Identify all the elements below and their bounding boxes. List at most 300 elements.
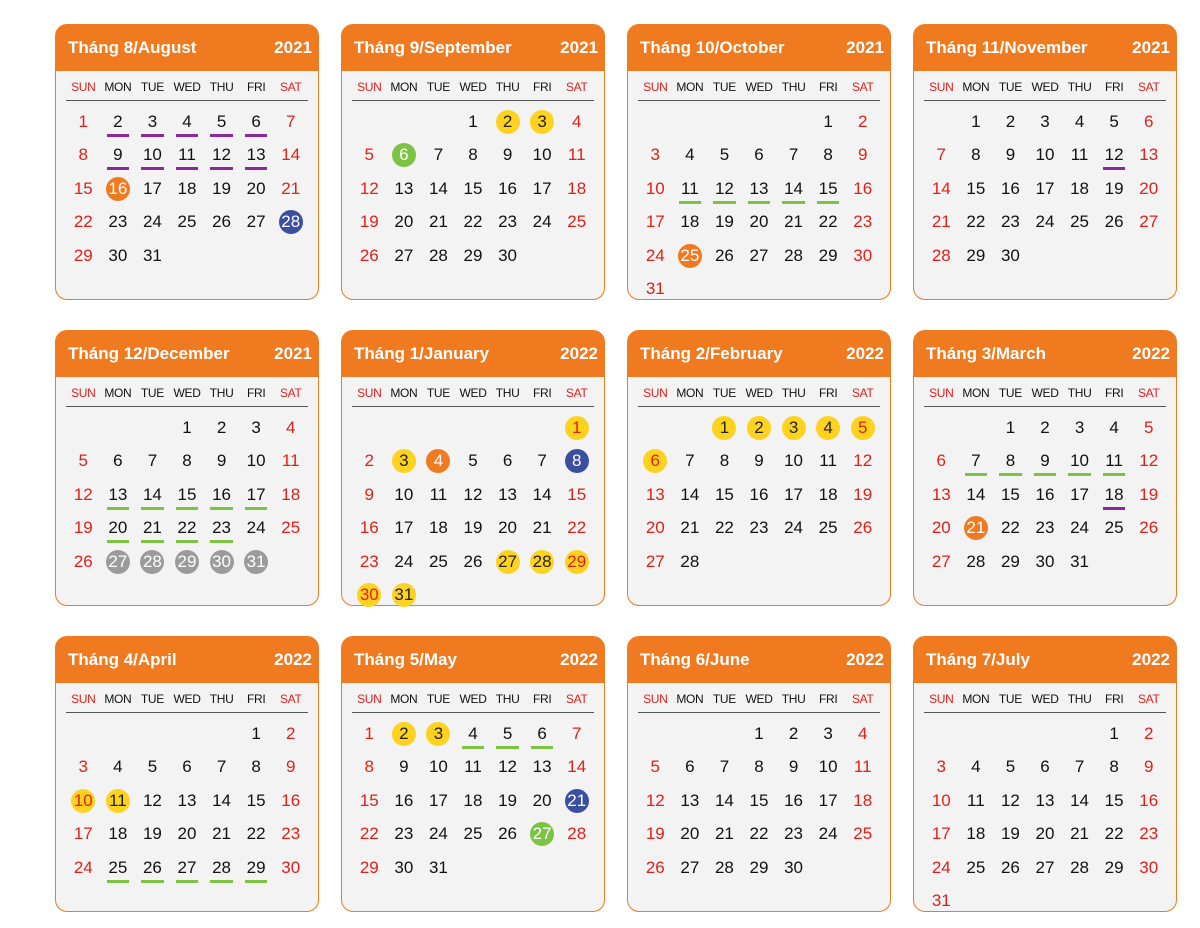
- day-number: 8: [565, 449, 589, 473]
- day-number: 21: [212, 824, 232, 844]
- day-number: 14: [714, 790, 734, 810]
- day-number: 9: [857, 145, 868, 165]
- day-cell: [1028, 172, 1063, 206]
- day-number: 1: [1005, 417, 1016, 437]
- day-number: 16: [359, 518, 379, 538]
- day-number: 11: [967, 790, 985, 810]
- day-cell: [776, 784, 811, 818]
- day-cell: [421, 445, 456, 479]
- weekday-row: [638, 386, 880, 407]
- day-number: 4: [1074, 111, 1085, 131]
- day-cell: [959, 172, 994, 206]
- day-cell: [239, 512, 274, 546]
- day-cell: [239, 206, 274, 240]
- day-number: 23: [749, 518, 769, 538]
- day-number: 4: [1109, 417, 1119, 437]
- day-number: 18: [567, 178, 587, 198]
- day-number: 13: [749, 178, 769, 198]
- day-number: 15: [818, 178, 838, 198]
- weekday-label: FRI: [246, 80, 266, 94]
- day-cell: [1097, 512, 1132, 546]
- day-number: 9: [502, 145, 513, 165]
- day-cell: [490, 478, 525, 512]
- day-cell: [1131, 478, 1166, 512]
- day-cell: [638, 172, 673, 206]
- day-number: 9: [216, 451, 227, 471]
- month-year: 2022: [846, 650, 884, 669]
- day-cell: [993, 411, 1028, 445]
- day-cell: [776, 751, 811, 785]
- day-cell: [135, 512, 170, 546]
- day-number: 20: [498, 518, 518, 538]
- day-cell: [924, 239, 959, 273]
- day-number: 9: [788, 757, 799, 777]
- day-cell: [387, 172, 422, 206]
- empty-cell: [638, 411, 673, 445]
- day-number: 23: [281, 824, 301, 844]
- day-cell: [924, 478, 959, 512]
- weekday-label: SUN: [929, 80, 954, 94]
- day-cell: [352, 239, 387, 273]
- empty-cell: [421, 105, 456, 139]
- day-number: 25: [818, 518, 838, 538]
- weekday-label: MON: [390, 692, 418, 706]
- day-cell: [1028, 105, 1063, 139]
- day-cell: [273, 818, 308, 852]
- day-number: 20: [1035, 824, 1055, 844]
- day-cell: [273, 751, 308, 785]
- day-number: 10: [1035, 145, 1055, 165]
- day-number: 28: [784, 245, 804, 265]
- day-number: 18: [428, 518, 448, 538]
- day-number: 23: [108, 212, 128, 232]
- day-cell: [1097, 411, 1132, 445]
- weekday-label: WED: [745, 80, 773, 94]
- month-title: Tháng 3/March: [926, 344, 1046, 363]
- day-cell: [1028, 851, 1063, 885]
- day-cell: [707, 206, 742, 240]
- day-number: 20: [931, 518, 951, 538]
- day-cell: [776, 512, 811, 546]
- day-cell: [1028, 751, 1063, 785]
- empty-cell: [1028, 717, 1063, 751]
- day-cell: [924, 445, 959, 479]
- day-number: 19: [1139, 484, 1159, 504]
- day-number: 2: [1040, 417, 1050, 437]
- day-cell: [845, 751, 880, 785]
- day-number: 11: [106, 789, 130, 813]
- day-cell: [101, 851, 136, 885]
- day-number: 26: [645, 857, 665, 877]
- day-cell: [352, 478, 387, 512]
- day-number: 28: [140, 550, 164, 574]
- day-cell: [1028, 818, 1063, 852]
- day-cell: [707, 478, 742, 512]
- day-cell: [101, 105, 136, 139]
- day-cell: [959, 784, 994, 818]
- day-cell: [135, 751, 170, 785]
- weekday-label: SUN: [357, 692, 382, 706]
- day-number: 23: [784, 824, 804, 844]
- empty-cell: [490, 411, 525, 445]
- day-cell: [273, 172, 308, 206]
- day-cell: [1028, 139, 1063, 173]
- empty-cell: [776, 105, 811, 139]
- day-cell: [776, 206, 811, 240]
- weekday-label: WED: [1031, 80, 1059, 94]
- day-cell: [742, 851, 777, 885]
- day-cell: [239, 751, 274, 785]
- weekday-label: FRI: [1104, 386, 1124, 400]
- day-cell: [239, 445, 274, 479]
- weekday-label: THU: [1067, 386, 1092, 400]
- weekday-label: MON: [962, 80, 990, 94]
- day-cell: [273, 411, 308, 445]
- day-cell: [993, 445, 1028, 479]
- day-cell: [959, 105, 994, 139]
- day-number: 13: [680, 790, 700, 810]
- day-cell: [204, 818, 239, 852]
- empty-cell: [707, 105, 742, 139]
- days-grid: [352, 411, 594, 612]
- day-cell: [170, 478, 205, 512]
- day-cell: [673, 512, 708, 546]
- day-number: 2: [747, 416, 771, 440]
- day-number: 13: [108, 484, 128, 504]
- day-number: 14: [784, 178, 804, 198]
- day-cell: [959, 478, 994, 512]
- empty-cell: [352, 411, 387, 445]
- day-number: 7: [971, 451, 981, 471]
- month-header: [628, 331, 890, 377]
- day-number: 30: [853, 245, 873, 265]
- day-number: 21: [964, 516, 988, 540]
- day-cell: [1097, 139, 1132, 173]
- day-cell: [352, 172, 387, 206]
- day-cell: [170, 751, 205, 785]
- day-number: 12: [212, 145, 232, 165]
- day-number: 14: [966, 484, 986, 504]
- weekday-label: TUE: [140, 80, 164, 94]
- weekday-label: SUN: [929, 692, 954, 706]
- day-cell: [776, 411, 811, 445]
- day-cell: [638, 851, 673, 885]
- day-cell: [959, 512, 994, 546]
- day-cell: [387, 478, 422, 512]
- day-number: 21: [565, 789, 589, 813]
- day-number: 29: [463, 245, 483, 265]
- day-number: 12: [142, 790, 162, 810]
- day-cell: [993, 478, 1028, 512]
- day-number: 21: [428, 212, 448, 232]
- day-cell: [638, 751, 673, 785]
- empty-cell: [387, 105, 422, 139]
- day-cell: [101, 545, 136, 579]
- day-cell: [170, 512, 205, 546]
- day-number: 16: [749, 484, 769, 504]
- day-number: 24: [428, 824, 448, 844]
- weekday-label: MON: [676, 692, 704, 706]
- day-number: 4: [857, 723, 868, 743]
- day-cell: [559, 445, 594, 479]
- day-number: 10: [818, 757, 838, 777]
- month-card: [55, 636, 319, 912]
- day-number: 24: [931, 857, 951, 877]
- day-number: 26: [463, 551, 483, 571]
- day-number: 7: [936, 145, 947, 165]
- day-number: 4: [468, 723, 478, 743]
- weekday-label: WED: [173, 692, 201, 706]
- day-cell: [66, 239, 101, 273]
- month-title: Tháng 7/July: [926, 650, 1030, 669]
- weekday-label: SAT: [1137, 692, 1160, 706]
- month-header: [914, 25, 1176, 71]
- day-cell: [204, 545, 239, 579]
- day-number: 19: [645, 824, 665, 844]
- day-cell: [776, 445, 811, 479]
- day-cell: [1131, 851, 1166, 885]
- day-cell: [101, 206, 136, 240]
- weekday-label: TUE: [426, 386, 450, 400]
- weekday-label: TUE: [998, 80, 1022, 94]
- day-number: 21: [784, 212, 804, 232]
- day-cell: [1131, 717, 1166, 751]
- day-number: 14: [212, 790, 232, 810]
- weekday-label: SAT: [1137, 386, 1160, 400]
- day-cell: [811, 784, 846, 818]
- weekday-row: [352, 80, 594, 101]
- day-cell: [239, 105, 274, 139]
- day-cell: [204, 478, 239, 512]
- day-cell: [1028, 478, 1063, 512]
- day-number: 20: [177, 824, 197, 844]
- day-number: 2: [216, 417, 227, 437]
- day-number: 28: [530, 550, 554, 574]
- day-number: 25: [428, 551, 448, 571]
- day-cell: [66, 851, 101, 885]
- day-cell: [776, 172, 811, 206]
- day-number: 30: [784, 857, 804, 877]
- day-cell: [421, 172, 456, 206]
- day-number: 7: [216, 757, 227, 777]
- day-cell: [638, 784, 673, 818]
- day-number: 3: [823, 723, 833, 743]
- day-number: 16: [1035, 484, 1055, 504]
- month-year: 2021: [274, 344, 312, 363]
- day-number: 27: [680, 857, 700, 877]
- day-number: 15: [1104, 790, 1124, 810]
- weekday-label: WED: [745, 386, 773, 400]
- weekday-label: SAT: [279, 692, 302, 706]
- weekday-label: WED: [1031, 386, 1059, 400]
- day-number: 13: [1139, 145, 1159, 165]
- weekday-label: MON: [104, 80, 132, 94]
- day-number: 24: [1070, 518, 1090, 538]
- day-cell: [456, 105, 491, 139]
- day-cell: [135, 172, 170, 206]
- day-cell: [1131, 206, 1166, 240]
- weekday-label: TUE: [140, 386, 164, 400]
- day-cell: [673, 172, 708, 206]
- day-cell: [525, 172, 560, 206]
- day-number: 30: [1000, 245, 1020, 265]
- day-number: 18: [966, 824, 986, 844]
- day-number: 1: [1109, 723, 1119, 743]
- day-cell: [559, 751, 594, 785]
- day-cell: [1097, 478, 1132, 512]
- day-cell: [1131, 512, 1166, 546]
- day-cell: [421, 239, 456, 273]
- day-cell: [1062, 512, 1097, 546]
- day-cell: [845, 818, 880, 852]
- day-number: 3: [147, 111, 158, 131]
- weekday-label: SUN: [643, 386, 668, 400]
- day-number: 9: [285, 757, 296, 777]
- day-number: 18: [281, 484, 301, 504]
- day-cell: [135, 139, 170, 173]
- day-number: 17: [532, 178, 552, 198]
- weekday-label: FRI: [532, 692, 552, 706]
- empty-cell: [924, 105, 959, 139]
- day-number: 19: [714, 212, 734, 232]
- day-number: 15: [73, 178, 93, 198]
- day-number: 9: [1040, 451, 1050, 471]
- weekday-label: WED: [459, 386, 487, 400]
- day-number: 23: [394, 824, 414, 844]
- day-number: 23: [853, 212, 873, 232]
- weekday-label: FRI: [246, 692, 266, 706]
- day-cell: [101, 751, 136, 785]
- day-number: 5: [650, 757, 661, 777]
- day-number: 4: [285, 417, 296, 437]
- day-number: 14: [281, 145, 301, 165]
- day-cell: [707, 851, 742, 885]
- day-cell: [559, 784, 594, 818]
- month-year: 2021: [560, 38, 598, 57]
- day-cell: [959, 545, 994, 579]
- weekday-label: THU: [1067, 80, 1092, 94]
- empty-cell: [421, 411, 456, 445]
- day-cell: [456, 206, 491, 240]
- day-cell: [673, 239, 708, 273]
- day-cell: [1131, 445, 1166, 479]
- day-cell: [993, 851, 1028, 885]
- day-cell: [1062, 206, 1097, 240]
- day-number: 27: [106, 550, 130, 574]
- day-cell: [924, 139, 959, 173]
- day-cell: [204, 206, 239, 240]
- day-cell: [559, 512, 594, 546]
- day-cell: [387, 545, 422, 579]
- day-cell: [239, 411, 274, 445]
- day-number: 27: [496, 550, 520, 574]
- day-number: 25: [108, 857, 128, 877]
- day-cell: [776, 717, 811, 751]
- day-number: 28: [680, 551, 700, 571]
- day-cell: [811, 411, 846, 445]
- day-number: 25: [966, 857, 986, 877]
- day-number: 10: [428, 757, 448, 777]
- day-cell: [525, 751, 560, 785]
- day-number: 13: [246, 145, 266, 165]
- day-number: 13: [645, 484, 665, 504]
- weekday-label: SUN: [71, 80, 96, 94]
- day-number: 9: [399, 757, 409, 777]
- day-cell: [490, 818, 525, 852]
- day-number: 5: [851, 416, 875, 440]
- day-cell: [66, 545, 101, 579]
- day-cell: [352, 579, 387, 613]
- day-number: 23: [1035, 518, 1055, 538]
- weekday-row: [638, 692, 880, 713]
- weekday-row: [352, 386, 594, 407]
- day-number: 16: [212, 484, 232, 504]
- day-number: 22: [818, 212, 838, 232]
- day-cell: [673, 478, 708, 512]
- day-number: 18: [108, 824, 128, 844]
- weekday-label: SAT: [565, 692, 588, 706]
- day-number: 3: [426, 722, 450, 746]
- day-cell: [421, 512, 456, 546]
- weekday-label: SAT: [851, 692, 874, 706]
- day-number: 31: [244, 550, 268, 574]
- day-number: 25: [1104, 518, 1124, 538]
- day-number: 7: [285, 111, 296, 131]
- day-number: 21: [680, 518, 700, 538]
- day-number: 11: [1105, 451, 1123, 471]
- weekday-label: TUE: [998, 386, 1022, 400]
- day-cell: [742, 512, 777, 546]
- day-number: 10: [394, 484, 414, 504]
- day-cell: [490, 751, 525, 785]
- day-number: 12: [853, 451, 873, 471]
- day-cell: [66, 445, 101, 479]
- day-cell: [1028, 784, 1063, 818]
- empty-cell: [707, 717, 742, 751]
- day-cell: [525, 206, 560, 240]
- day-cell: [742, 478, 777, 512]
- day-number: 28: [279, 210, 303, 234]
- day-number: 2: [364, 451, 375, 471]
- day-number: 3: [530, 110, 554, 134]
- day-number: 23: [498, 212, 518, 232]
- day-cell: [490, 239, 525, 273]
- day-number: 26: [359, 245, 379, 265]
- day-cell: [490, 445, 525, 479]
- day-cell: [1097, 172, 1132, 206]
- day-number: 3: [782, 416, 806, 440]
- day-cell: [456, 751, 491, 785]
- day-number: 10: [784, 451, 804, 471]
- day-number: 12: [73, 484, 93, 504]
- day-number: 27: [645, 551, 665, 571]
- day-number: 13: [177, 790, 197, 810]
- day-number: 7: [571, 723, 582, 743]
- day-number: 31: [1070, 551, 1090, 571]
- day-cell: [66, 172, 101, 206]
- month-year: 2021: [846, 38, 884, 57]
- day-cell: [993, 105, 1028, 139]
- day-cell: [135, 206, 170, 240]
- day-cell: [845, 478, 880, 512]
- day-number: 2: [857, 111, 868, 131]
- day-number: 24: [246, 518, 266, 538]
- day-cell: [135, 851, 170, 885]
- days-grid: [352, 717, 594, 885]
- day-cell: [845, 512, 880, 546]
- day-number: 8: [1109, 757, 1119, 777]
- day-cell: [959, 751, 994, 785]
